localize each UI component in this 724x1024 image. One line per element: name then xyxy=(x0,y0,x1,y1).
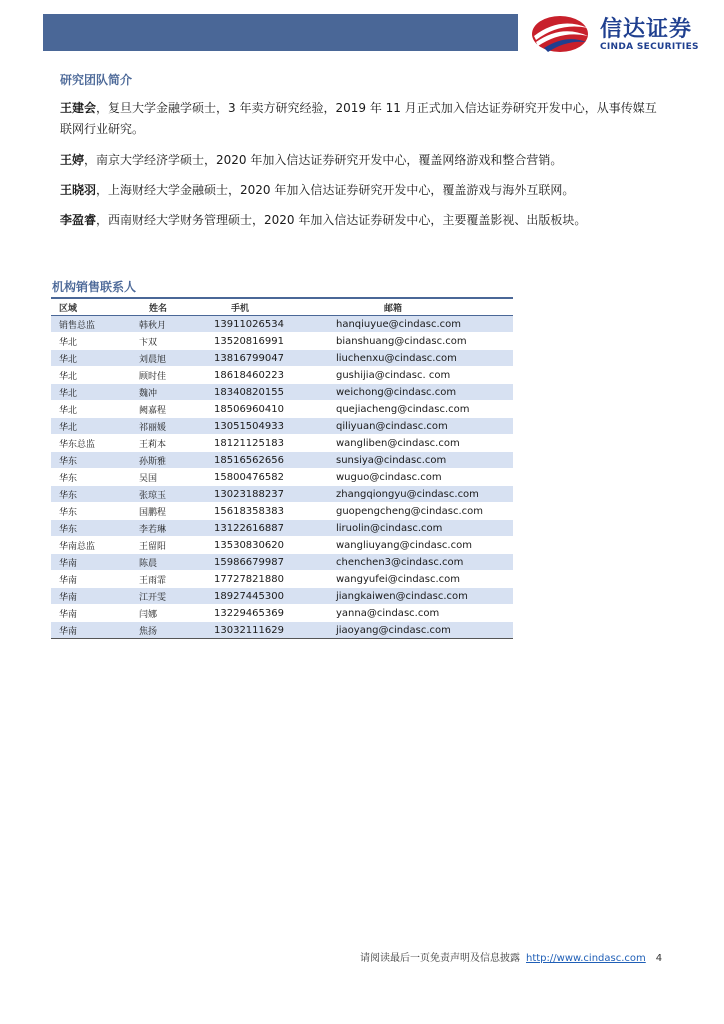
member-name: 李盈睿 xyxy=(60,213,97,227)
cinda-logo xyxy=(530,14,710,56)
email-cell: guopengcheng@cindasc.com xyxy=(336,503,513,520)
name-cell: 顾时佳 xyxy=(129,367,209,384)
column-header-region: 区域 xyxy=(59,303,78,314)
member-description: ，复旦大学金融学硕士，3 年卖方研究经验，2019 年 11 月正式加入信达证券研究开发中心，从事传媒互联网行业研究。 xyxy=(60,101,657,136)
region-cell: 华北 xyxy=(51,333,129,350)
sales-contact-table xyxy=(51,297,513,639)
region-cell: 华北 xyxy=(51,350,129,367)
logo-english-name: CINDA SECURITIES xyxy=(600,42,699,52)
name-cell: 王留阳 xyxy=(129,537,209,554)
team-member-bio xyxy=(60,98,660,140)
name-cell: 祁丽媛 xyxy=(129,418,209,435)
phone-cell: 13032111629 xyxy=(209,622,336,639)
member-name: 王婷 xyxy=(60,153,85,167)
column-header-email: 邮箱 xyxy=(384,303,403,314)
email-cell: weichong@cindasc.com xyxy=(336,384,513,401)
email-cell: liuchenxu@cindasc.com xyxy=(336,350,513,367)
member-description: ，南京大学经济学硕士，2020 年加入信达证券研究开发中心，覆盖网络游戏和整合营销。 xyxy=(84,153,563,167)
email-cell: jiaoyang@cindasc.com xyxy=(336,622,513,639)
page-footer xyxy=(360,949,662,964)
table-row xyxy=(51,435,513,452)
footer-website-link[interactable]: http://www.cindasc.com xyxy=(526,953,646,964)
region-cell: 华北 xyxy=(51,418,129,435)
region-cell: 华南 xyxy=(51,622,129,639)
page-number: 4 xyxy=(655,953,663,964)
table-row xyxy=(51,622,513,639)
email-cell: yanna@cindasc.com xyxy=(336,605,513,622)
email-cell: zhangqiongyu@cindasc.com xyxy=(336,486,513,503)
phone-cell: 13051504933 xyxy=(209,418,336,435)
sales-section-title: 机构销售联系人 xyxy=(52,280,137,294)
table-row xyxy=(51,537,513,554)
team-member-bio xyxy=(60,150,660,171)
table-row xyxy=(51,401,513,418)
region-cell: 华北 xyxy=(51,384,129,401)
name-cell: 魏冲 xyxy=(129,384,209,401)
footer-disclaimer: 请阅读最后一页免责声明及信息披露 xyxy=(360,953,520,964)
phone-cell: 18506960410 xyxy=(209,401,336,418)
email-cell: gushijia@cindasc. com xyxy=(336,367,513,384)
member-name: 王建会 xyxy=(60,101,97,115)
email-cell: wangyufei@cindasc.com xyxy=(336,571,513,588)
phone-cell: 18340820155 xyxy=(209,384,336,401)
table-row xyxy=(51,384,513,401)
email-cell: bianshuang@cindasc.com xyxy=(336,333,513,350)
name-cell: 吴国 xyxy=(129,469,209,486)
region-cell: 华东 xyxy=(51,520,129,537)
region-cell: 华北 xyxy=(51,367,129,384)
name-cell: 王莉本 xyxy=(129,435,209,452)
table-row xyxy=(51,503,513,520)
region-cell: 销售总监 xyxy=(51,316,129,333)
table-row xyxy=(51,333,513,350)
column-header-phone: 手机 xyxy=(231,303,250,314)
name-cell: 江开雯 xyxy=(129,588,209,605)
name-cell: 国鹏程 xyxy=(129,503,209,520)
region-cell: 华东总监 xyxy=(51,435,129,452)
email-cell: wuguo@cindasc.com xyxy=(336,469,513,486)
cinda-emblem-icon xyxy=(530,14,592,54)
table-row xyxy=(51,554,513,571)
region-cell: 华东 xyxy=(51,452,129,469)
phone-cell: 15618358383 xyxy=(209,503,336,520)
name-cell: 陈晨 xyxy=(129,554,209,571)
phone-cell: 13520816991 xyxy=(209,333,336,350)
email-cell: wangliben@cindasc.com xyxy=(336,435,513,452)
member-name: 王晓羽 xyxy=(60,183,97,197)
team-member-bio xyxy=(60,180,660,201)
table-row xyxy=(51,486,513,503)
region-cell: 华东 xyxy=(51,503,129,520)
name-cell: 韩秋月 xyxy=(129,316,209,333)
email-cell: qiliyuan@cindasc.com xyxy=(336,418,513,435)
team-member-bio xyxy=(60,210,660,231)
phone-cell: 13530830620 xyxy=(209,537,336,554)
name-cell: 王雨霏 xyxy=(129,571,209,588)
table-row xyxy=(51,367,513,384)
name-cell: 阙嘉程 xyxy=(129,401,209,418)
region-cell: 华东 xyxy=(51,469,129,486)
phone-cell: 18121125183 xyxy=(209,435,336,452)
phone-cell: 13816799047 xyxy=(209,350,336,367)
phone-cell: 13229465369 xyxy=(209,605,336,622)
phone-cell: 17727821880 xyxy=(209,571,336,588)
phone-cell: 18618460223 xyxy=(209,367,336,384)
member-description: ，西南财经大学财务管理硕士，2020 年加入信达证券研发中心，主要覆盖影视、出版板块。 xyxy=(96,213,587,227)
email-cell: wangliuyang@cindasc.com xyxy=(336,537,513,554)
name-cell: 闫娜 xyxy=(129,605,209,622)
email-cell: liruolin@cindasc.com xyxy=(336,520,513,537)
email-cell: hanqiuyue@cindasc.com xyxy=(336,316,513,333)
team-section-title: 研究团队简介 xyxy=(60,73,133,87)
table-row xyxy=(51,452,513,469)
phone-cell: 13023188237 xyxy=(209,486,336,503)
header-bar xyxy=(43,14,518,51)
table-header-row xyxy=(51,298,513,316)
region-cell: 华东 xyxy=(51,486,129,503)
name-cell: 张琼玉 xyxy=(129,486,209,503)
table-row xyxy=(51,316,513,333)
name-cell: 孙斯雅 xyxy=(129,452,209,469)
table-row xyxy=(51,520,513,537)
phone-cell: 18927445300 xyxy=(209,588,336,605)
region-cell: 华南 xyxy=(51,571,129,588)
region-cell: 华南总监 xyxy=(51,537,129,554)
logo-chinese-name: 信达证券 xyxy=(600,17,693,42)
email-cell: jiangkaiwen@cindasc.com xyxy=(336,588,513,605)
table-row xyxy=(51,605,513,622)
name-cell: 刘晨旭 xyxy=(129,350,209,367)
column-header-name: 姓名 xyxy=(149,303,168,314)
member-description: ，上海财经大学金融硕士，2020 年加入信达证券研究开发中心，覆盖游戏与海外互联网。 xyxy=(96,183,575,197)
phone-cell: 18516562656 xyxy=(209,452,336,469)
region-cell: 华南 xyxy=(51,588,129,605)
name-cell: 李若琳 xyxy=(129,520,209,537)
table-row xyxy=(51,571,513,588)
name-cell: 卞双 xyxy=(129,333,209,350)
email-cell: chenchen3@cindasc.com xyxy=(336,554,513,571)
table-row xyxy=(51,469,513,486)
table-row xyxy=(51,418,513,435)
email-cell: quejiacheng@cindasc.com xyxy=(336,401,513,418)
table-row xyxy=(51,588,513,605)
phone-cell: 15800476582 xyxy=(209,469,336,486)
region-cell: 华南 xyxy=(51,605,129,622)
region-cell: 华南 xyxy=(51,554,129,571)
table-row xyxy=(51,350,513,367)
phone-cell: 13122616887 xyxy=(209,520,336,537)
region-cell: 华北 xyxy=(51,401,129,418)
name-cell: 焦扬 xyxy=(129,622,209,639)
phone-cell: 15986679987 xyxy=(209,554,336,571)
email-cell: sunsiya@cindasc.com xyxy=(336,452,513,469)
phone-cell: 13911026534 xyxy=(209,316,336,333)
